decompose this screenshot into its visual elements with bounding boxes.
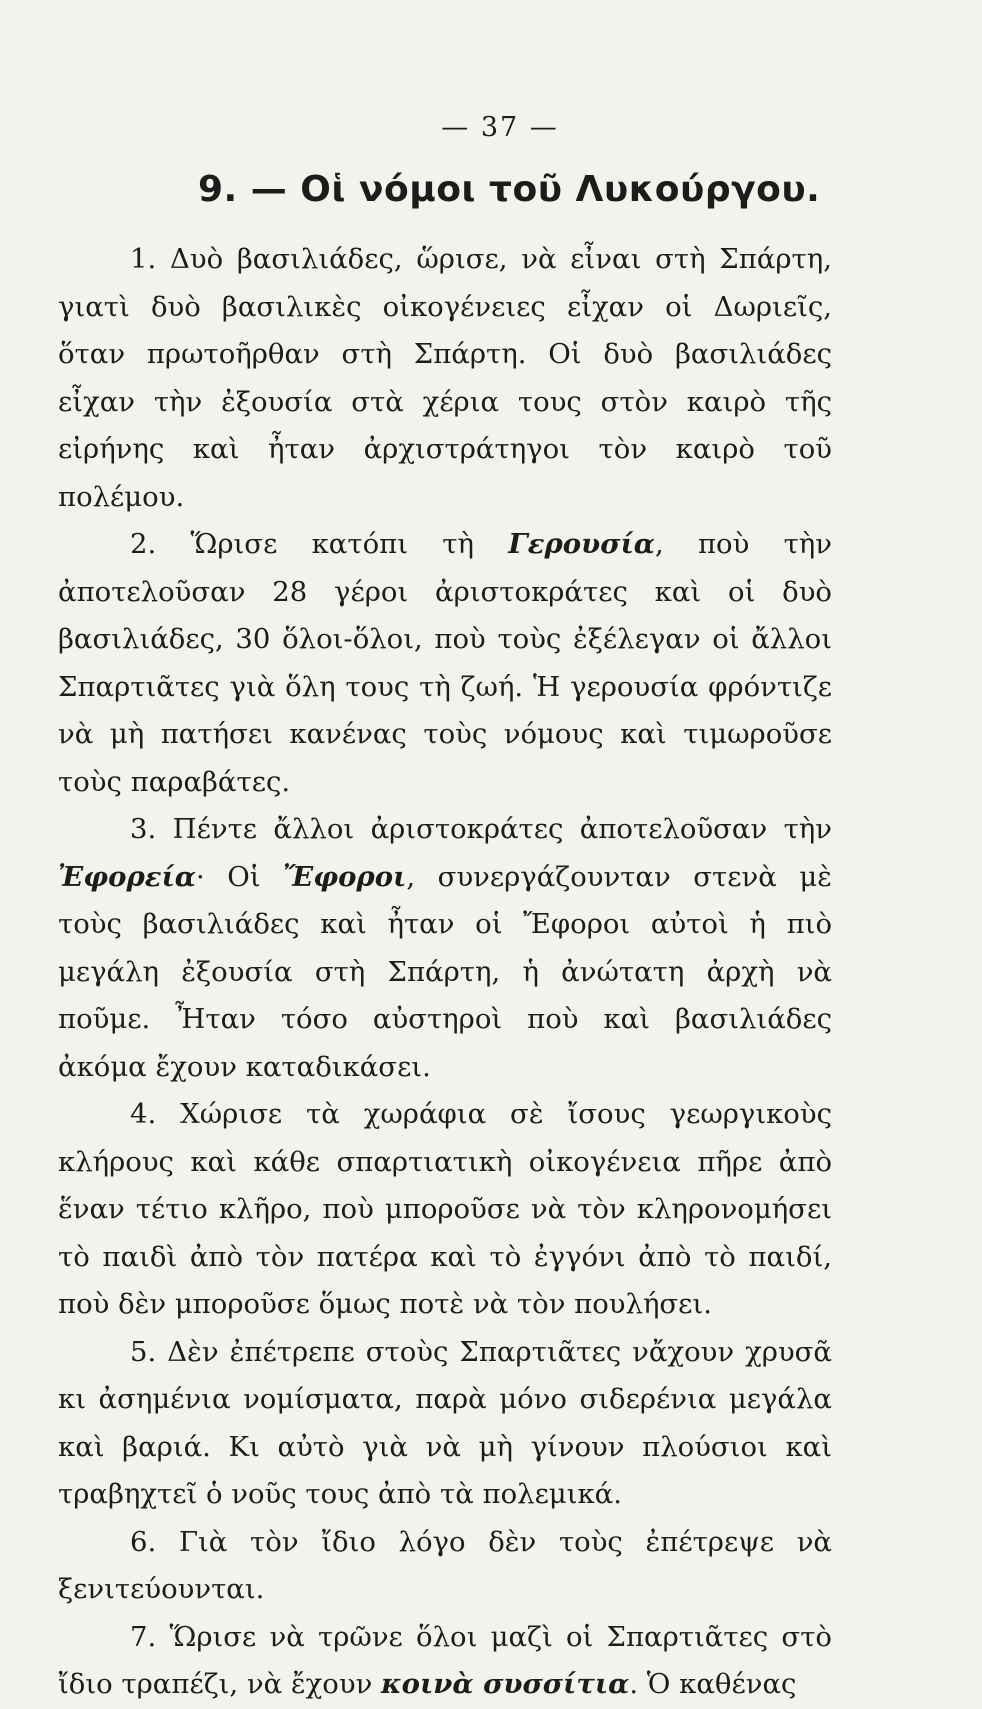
paragraph-label: 4. [130,1098,157,1130]
paragraph-5 [58,1329,832,1519]
paragraph-label: 2. [130,528,157,560]
paragraph-text: · Οἱ [195,860,284,893]
paragraph-4 [58,1091,832,1329]
paragraph-1 [58,236,832,521]
paragraph-text: . Ὁ καθένας [629,1668,797,1700]
paragraph-text: , συνεργάζουνταν στενὰ μὲ τοὺς βασιλιάδες καὶ ἦταν οἱ Ἔφοροι αὐτοὶ ἡ πιὸ μεγάλη ἐξουσία στὴ Σπάρτη, ἡ ἀνώτατη ἀρχὴ νὰ ποῦμε. Ἦταν τόσο αὐστηροὶ ποὺ καὶ βασιλιάδες ἀκόμα ἔχουν καταδικάσει. [58,860,832,1083]
paragraph-text: , ποὺ τὴν ἀποτελοῦσαν 28 γέροι ἀριστοκράτες καὶ οἱ δυὸ βασιλιάδες, 30 ὅλοι-ὅλοι, ποὺ τοὺς ἐξέλεγαν οἱ ἄλλοι Σπαρτιᾶτες γιὰ ὅλη τους τὴ ζωή. Ἡ γερουσία φρόντιζε νὰ μὴ πατήσει κανένας τοὺς νόμους καὶ τιμωροῦσε τοὺς παραβάτες. [58,528,832,798]
paragraph-label: 7. [130,1620,157,1653]
paragraph-7 [58,1614,832,1709]
paragraph-3 [58,806,832,1091]
paragraph-label: 3. [130,813,157,845]
paragraph-text: Δυὸ βασιλιάδες, ὥρισε, νὰ εἶναι στὴ Σπάρτη, γιατὶ δυὸ βασιλικὲς οἰκογένειες εἶχαν οἱ Δωριεῖς, ὅταν πρωτοῆρθαν στὴ Σπάρτη. Οἱ δυὸ βασιλιάδες εἶχαν τὴν ἐξουσία στὰ χέρια τους στὸν καιρὸ τῆς εἰρήνης καὶ ἦταν ἀρχιστράτηγοι τὸν καιρὸ τοῦ πολέμου. [58,243,832,513]
emphasis-term: Ἐφορεία [58,860,196,893]
paragraph-text: Χώρισε τὰ χωράφια σὲ ἴσους γεωργικοὺς κλήρους καὶ κάθε σπαρτιατικὴ οἰκογένεια πῆρε ἀπὸ ἕναν τέτιο κλῆρο, ποὺ μποροῦσε νὰ τὸν κληρονομήσει τὸ παιδὶ ἀπὸ τὸν πατέρα καὶ τὸ ἐγγόνι ἀπὸ τὸ παιδί, ποὺ δὲν μποροῦσε ὅμως ποτὲ νὰ τὸν πουλήσει. [58,1098,832,1320]
paragraph-text: Ὥρισε νὰ τρῶνε ὅλοι μαζὶ οἱ Σπαρτιᾶτες στὸ ἴδιο τραπέζι, νὰ ἔχουν [58,1620,832,1700]
page-number: — 37 — [441,112,559,143]
emphasis-term: Ἔφοροι [283,860,407,893]
paragraph-text: Δὲν ἐπέτρεπε στοὺς Σπαρτιᾶτες νἄχουν χρυσᾶ κι ἀσημένια νομίσματα, παρὰ μόνο σιδερένια μεγάλα καὶ βαριά. Κι αὐτὸ γιὰ νὰ μὴ γίνουν πλούσιοι καὶ τραβηχτεῖ ὁ νοῦς τους ἀπὸ τὰ πολεμικά. [58,1335,833,1510]
paragraph-2 [58,521,832,806]
paragraph-6 [58,1519,832,1614]
emphasis-term: Γερουσία [508,528,655,560]
chapter-title: 9. — Οἱ νόμοι τοῦ Λυκούργου. [198,169,821,210]
paragraph-text: Πέντε ἄλλοι ἀριστοκράτες ἀποτελοῦσαν τὴν [172,813,832,845]
paragraph-text: Γιὰ τὸν ἴδιο λόγο δὲν τοὺς ἐπέτρεψε νὰ ξενιτεύουνται. [58,1525,832,1605]
paragraph-text: Ὥρισε κατόπι τὴ [190,528,509,560]
emphasis-term: κοινὰ συσσίτια [381,1668,630,1700]
paragraph-label: 1. [130,243,157,275]
paragraph-label: 5. [130,1335,157,1368]
paragraph-label: 6. [130,1525,157,1558]
